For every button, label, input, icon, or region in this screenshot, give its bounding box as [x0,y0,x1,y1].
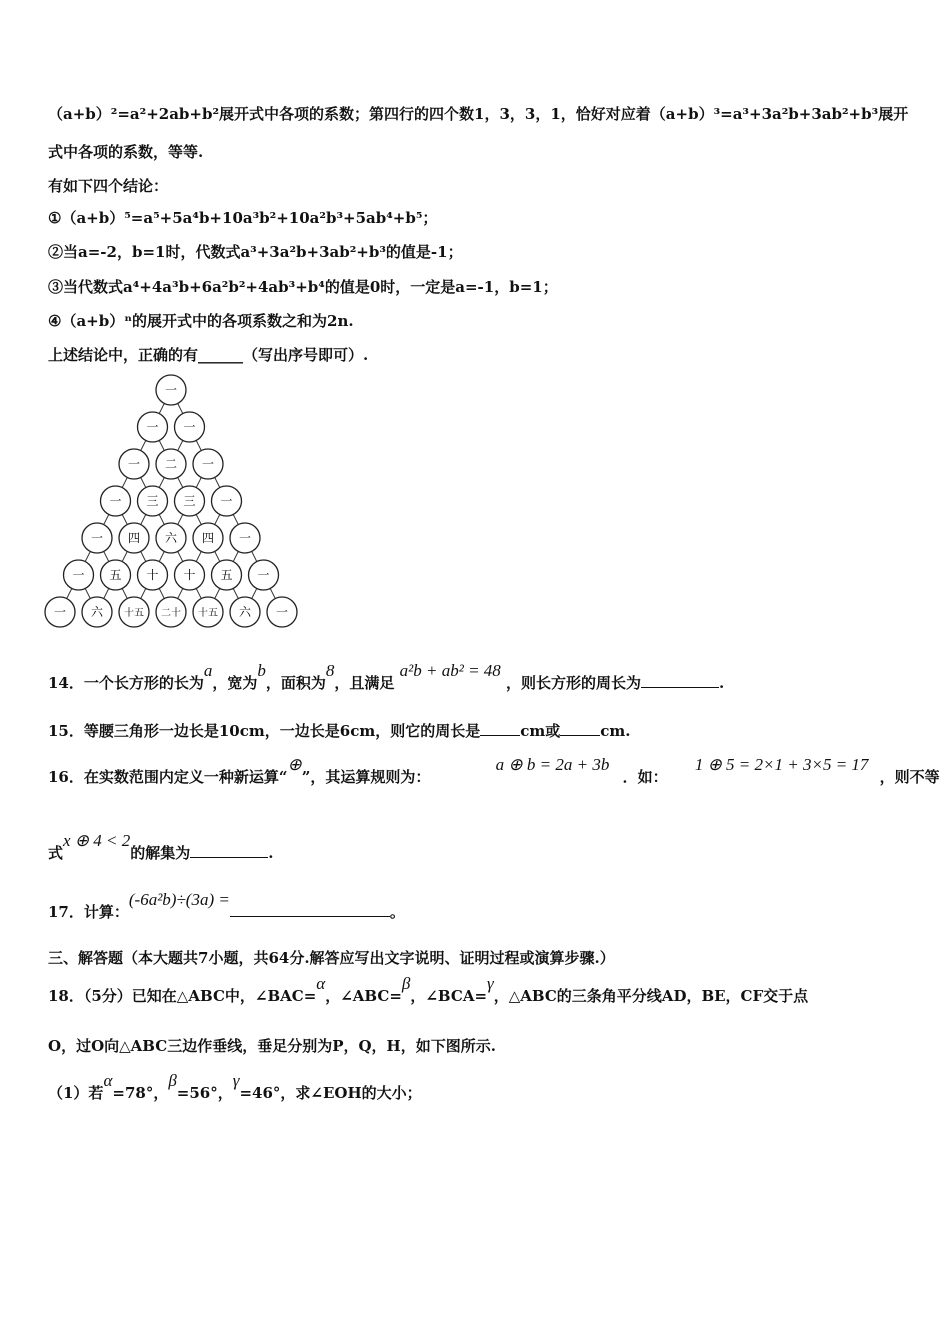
var-b: b [257,661,266,680]
triangle-node-label: 五 [220,568,233,582]
triangle-node-label: 一 [72,568,85,582]
triangle-node-label: 一 [109,494,122,508]
conclusion-2: ②当a=-2，b=1时，代数式a³+3a²b+3ab²+b³的值是-1； [48,243,463,261]
q16-rule: a ⊕ b = 2a + 3b [495,755,610,774]
question-18-part-1: （1）若α=78°，β=56°，γ=46°，求∠EOH的大小； [48,1071,422,1102]
triangle-node-label: 一 [201,457,215,471]
q16-example: 1 ⊕ 5 = 2×1 + 3×5 = 17 [694,755,869,774]
triangle-node-label: 一 [146,420,159,434]
question-15: 15．等腰三角形一边长是10cm，一边长是6cm，则它的周长是 cm或 cm. [48,722,631,740]
answer-blank [230,902,390,917]
answer-blank [190,843,268,858]
q14-formula: a²b + ab² = 48 [399,661,501,680]
triangle-node-label: 十 [146,568,159,582]
question-18: 18．（5分）已知在△ABC中，∠BAC=α，∠ABC=β，∠BCA=γ，△ABC的三条角平分线AD，BE，CF交于点 [48,974,809,1005]
triangle-node-label: 四 [127,531,141,545]
answer-blank [480,721,520,736]
triangle-node-label: 六 [238,605,252,619]
triangle-node-label: 三 [183,494,196,508]
triangle-node-label: 一 [275,605,289,619]
section-3-heading: 三、解答题（本大题共7小题，共64分.解答应写出文字说明、证明过程或演算步骤.） [48,949,615,967]
q16-inequality: x ⊕ 4 < 2 [63,831,131,850]
intro-line-1: （a+b）²=a²+2ab+b²展开式中各项的系数；第四行的四个数1，3，3，1，恰好对应着（a+b）³=a³+3a²b+3ab²+b³展开 [48,105,909,123]
question-16: 16．在实数范围内定义一种新运算“⊕”，其运算规则为： a ⊕ b = 2a + 3b ．如： 1 ⊕ 5 = 2×1 + 3×5 = 17 ，则不等 [48,755,940,786]
triangle-node-label: 二十 [161,608,181,619]
question-16-cont: 式x ⊕ 4 < 2的解集为 . [48,831,274,862]
triangle-node-label: 一 [183,420,196,434]
triangle-node-label: 六 [90,605,104,619]
triangle-node-label: 一 [164,383,178,397]
triangle-node-label: 四 [201,531,215,545]
conclusion-3: ③当代数式a⁴+4a³b+6a²b²+4ab³+b⁴的值是0时，一定是a=-1，b=1； [48,278,558,296]
question-18-line-2: O，过O向△ABC三边作垂线，垂足分别为P，Q，H，如下图所示. [48,1037,496,1055]
area-value: 8 [325,661,335,680]
triangle-node-label: 十五 [124,608,144,619]
triangle-node-label: 一 [127,457,141,471]
oplus-symbol: ⊕ [287,755,302,774]
triangle-node-label: 一 [90,531,104,545]
question-17: 17．计算：(-6a²b)÷(3a) =。 [48,890,405,921]
triangle-node-label: 五 [109,568,122,582]
conclusion-1: ①（a+b）⁵=a⁵+5a⁴b+10a³b²+10a²b³+5ab⁴+b⁵； [48,209,438,227]
question-14: 14．一个长方形的长为a，宽为b，面积为8，且满足 a²b + ab² = 48 ，则长方形的周长为 . [48,661,725,692]
answer-blank [641,673,719,688]
conclusion-4: ④（a+b）ⁿ的展开式中的各项系数之和为2n. [48,312,354,330]
triangle-node-label: 一 [238,531,252,545]
answer-blank [560,721,600,736]
triangle-node-label: 十 [183,568,196,582]
triangle-node-label: 一 [53,605,67,619]
triangle-node-label: 一 [220,494,233,508]
triangle-node-label: 六 [164,531,178,545]
pascal-triangle-figure [44,372,304,648]
var-a: a [203,661,213,680]
question-13-prompt: 上述结论中，正确的有______（写出序号即可）. [48,346,369,364]
q17-expression: (-6a²b)÷(3a) = [128,890,230,909]
intro-line-2: 式中各项的系数，等等. [48,143,204,161]
triangle-node-label: 一 [257,568,270,582]
intro-line-3: 有如下四个结论： [48,177,169,195]
triangle-node-label: 三 [146,494,159,508]
triangle-node-label: 十五 [198,608,218,619]
triangle-node-label: 二 [164,457,178,471]
